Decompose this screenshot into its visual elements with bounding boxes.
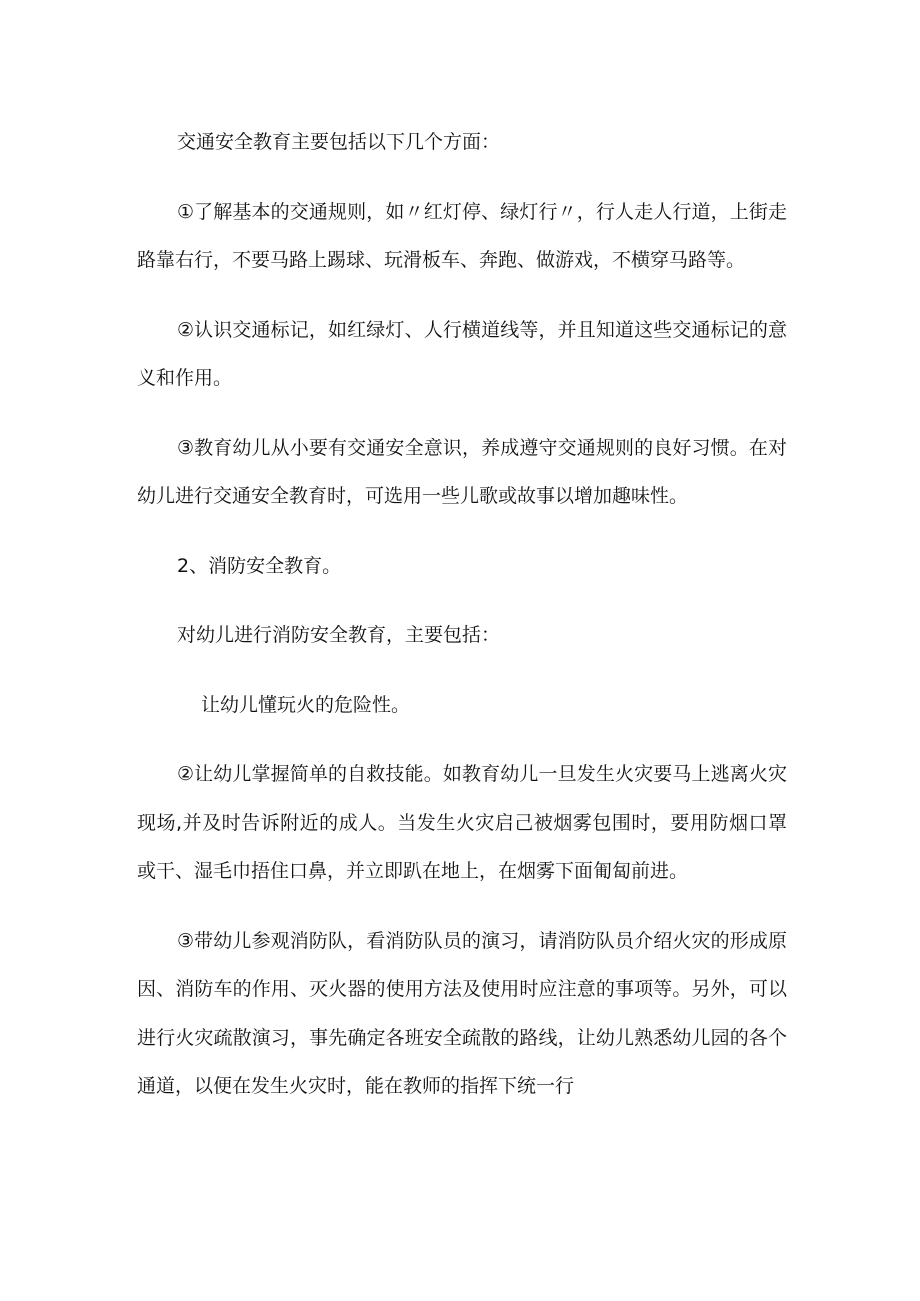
paragraph-traffic-awareness: ③教育幼儿从小要有交通安全意识，养成遵守交通规则的良好习惯。在对幼儿进行交通安全教育时，可选用一些儿歌或故事以增加趣味性。 <box>137 436 787 507</box>
paragraph-intro: 交通安全教育主要包括以下几个方面： <box>177 131 501 153</box>
paragraph-fire-self-rescue: ②让幼儿掌握简单的自救技能。如教育幼儿一旦发生火灾要马上逃离火灾现场,并及时告诉附近的成人。当发生火灾启己被烟雾包围时，要用防烟口罩或干、湿毛巾捂住口鼻，并立即趴在地上，在烟雾下面匍匐前进。 <box>137 763 787 882</box>
paragraph-traffic-rules: ①了解基本的交通规则，如〃红灯停、绿灯行〃，行人走人行道，上街走路靠右行，不要马路上踢球、玩滑板车、奔跑、做游戏，不横穿马路等。 <box>137 200 787 271</box>
paragraph-fire-danger: 让幼儿懂玩火的危险性。 <box>201 693 411 716</box>
section-heading-fire-safety: 2、消防安全教育。 <box>177 554 342 577</box>
paragraph-fire-intro: 对幼儿进行消防安全教育，主要包括： <box>177 624 501 646</box>
document-body <box>137 118 787 1132</box>
paragraph-fire-station-visit: ③带幼儿参观消防队，看消防队员的演习，请消防队员介绍火灾的形成原因、消防车的作用、灭火器的使用方法及使用时应注意的事项等。另外，可以进行火灾疏散演习，事先确定各班安全疏散的路线，让幼儿熟悉幼儿园的各个通道，以便在发生火灾时，能在教师的指挥下统一行 <box>137 929 787 1097</box>
paragraph-traffic-signs: ②认识交通标记，如红绿灯、人行横道线等，并且知道这些交通标记的意义和作用。 <box>137 318 787 389</box>
